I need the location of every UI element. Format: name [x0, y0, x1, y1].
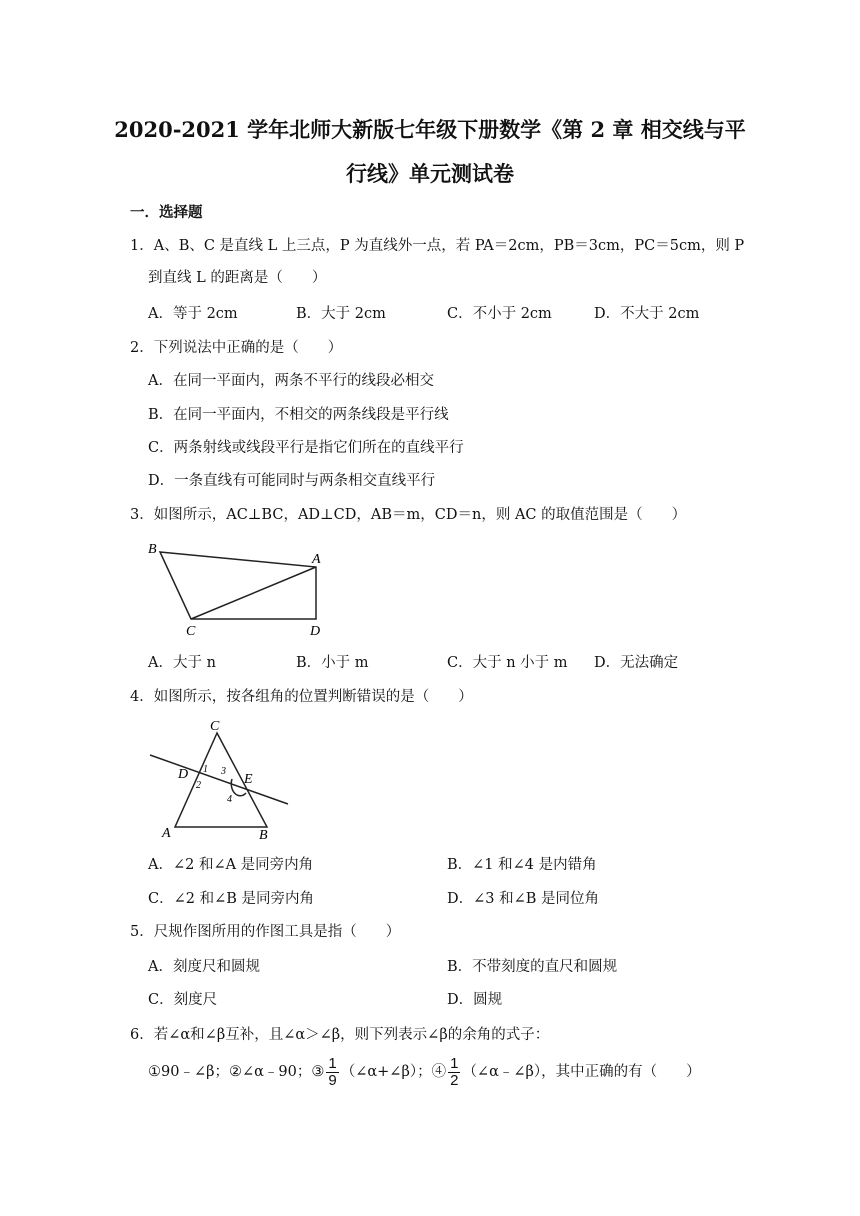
- q4-label-d: D: [178, 767, 189, 782]
- q4-label-e: E: [244, 772, 253, 787]
- q2-option-c: C．两条射线或线段平行是指它们所在的直线平行: [148, 440, 464, 456]
- title-line-1: 2020-2021 学年北师大新版七年级下册数学《第 2 章 相交线与平: [114, 117, 746, 142]
- q3-diagonal-ac: [191, 567, 316, 619]
- q6-fraction-1-9: [326, 1056, 338, 1089]
- q2-option-d: D．一条直线有可能同时与两条相交直线平行: [148, 473, 436, 489]
- q6-frac1-numerator: 1: [328, 1054, 337, 1072]
- section-heading: 一．选择题: [130, 204, 203, 221]
- q1-option-c: C．不小于 2cm: [447, 306, 552, 322]
- q3-label-c: C: [186, 624, 196, 639]
- q6-expr-part2: （∠α+∠β）；④: [340, 1064, 447, 1080]
- q1-stem-line1: 1．A、B、C 是直线 L 上三点，P 为直线外一点，若 PA＝2cm，PB＝3cm，PC＝5cm，则 P: [130, 238, 745, 254]
- q6-frac2-denominator: 2: [450, 1071, 459, 1089]
- q6-frac1-denominator: 9: [328, 1071, 337, 1089]
- q4-option-d: D．∠3 和∠B 是同位角: [447, 891, 600, 907]
- q3-stem: 3．如图所示，AC⊥BC，AD⊥CD，AB＝m，CD＝n，则 AC 的取值范围是（ ）: [130, 507, 687, 523]
- q3-quadrilateral: [160, 552, 316, 619]
- q4-label-b: B: [259, 828, 268, 843]
- q5-option-a: A．刻度尺和圆规: [148, 959, 260, 975]
- q3-option-d: D．无法确定: [594, 655, 679, 671]
- q5-option-c: C．刻度尺: [148, 992, 218, 1008]
- q4-figure: [140, 715, 300, 845]
- q5-option-d: D．圆规: [447, 992, 503, 1008]
- q2-stem: 2．下列说法中正确的是（ ）: [130, 340, 343, 356]
- q4-angle-1: 1: [203, 764, 208, 775]
- q4-angle-4: 4: [227, 794, 232, 805]
- q1-option-a: A．等于 2cm: [148, 306, 238, 322]
- q3-option-a: A．大于 n: [148, 655, 216, 671]
- q4-option-b: B．∠1 和∠4 是内错角: [447, 857, 597, 873]
- q1-option-b: B．大于 2cm: [296, 306, 386, 322]
- q4-angle-3: 3: [221, 766, 226, 777]
- q1-stem-line2: 到直线 L 的距离是（ ）: [148, 270, 327, 286]
- q2-option-a: A．在同一平面内，两条不平行的线段必相交: [148, 373, 434, 389]
- q6-stem: 6．若∠α和∠β互补，且∠α＞∠β，则下列表示∠β的余角的式子：: [130, 1027, 550, 1043]
- q5-option-b: B．不带刻度的直尺和圆规: [447, 959, 618, 975]
- q1-option-d: D．不大于 2cm: [594, 306, 700, 322]
- q3-option-c: C．大于 n 小于 m: [447, 655, 568, 671]
- q4-label-a: A: [162, 826, 171, 841]
- q6-expression: [148, 1054, 701, 1090]
- q4-label-c: C: [210, 719, 220, 734]
- title-line-2: 行线》单元测试卷: [346, 161, 514, 186]
- q4-transversal: [150, 755, 288, 804]
- q6-fraction-1-2: [448, 1056, 460, 1089]
- q5-stem: 5．尺规作图所用的作图工具是指（ ）: [130, 924, 401, 940]
- q2-option-b: B．在同一平面内，不相交的两条线段是平行线: [148, 407, 449, 423]
- q3-label-a: A: [312, 552, 321, 567]
- q4-option-c: C．∠2 和∠B 是同旁内角: [148, 891, 314, 907]
- q6-expr-part1: ①90﹣∠β；②∠α﹣90；③: [148, 1064, 325, 1080]
- q3-option-b: B．小于 m: [296, 655, 369, 671]
- q3-figure: [140, 535, 340, 640]
- q3-label-d: D: [310, 624, 321, 639]
- q6-frac2-numerator: 1: [450, 1054, 459, 1072]
- q3-label-b: B: [148, 542, 157, 557]
- q4-option-a: A．∠2 和∠A 是同旁内角: [148, 857, 314, 873]
- q4-stem: 4．如图所示，按各组角的位置判断错误的是（ ）: [130, 689, 473, 705]
- q6-expr-part3: （∠α﹣∠β），其中正确的有（ ）: [462, 1064, 701, 1080]
- q4-angle-2: 2: [196, 780, 201, 791]
